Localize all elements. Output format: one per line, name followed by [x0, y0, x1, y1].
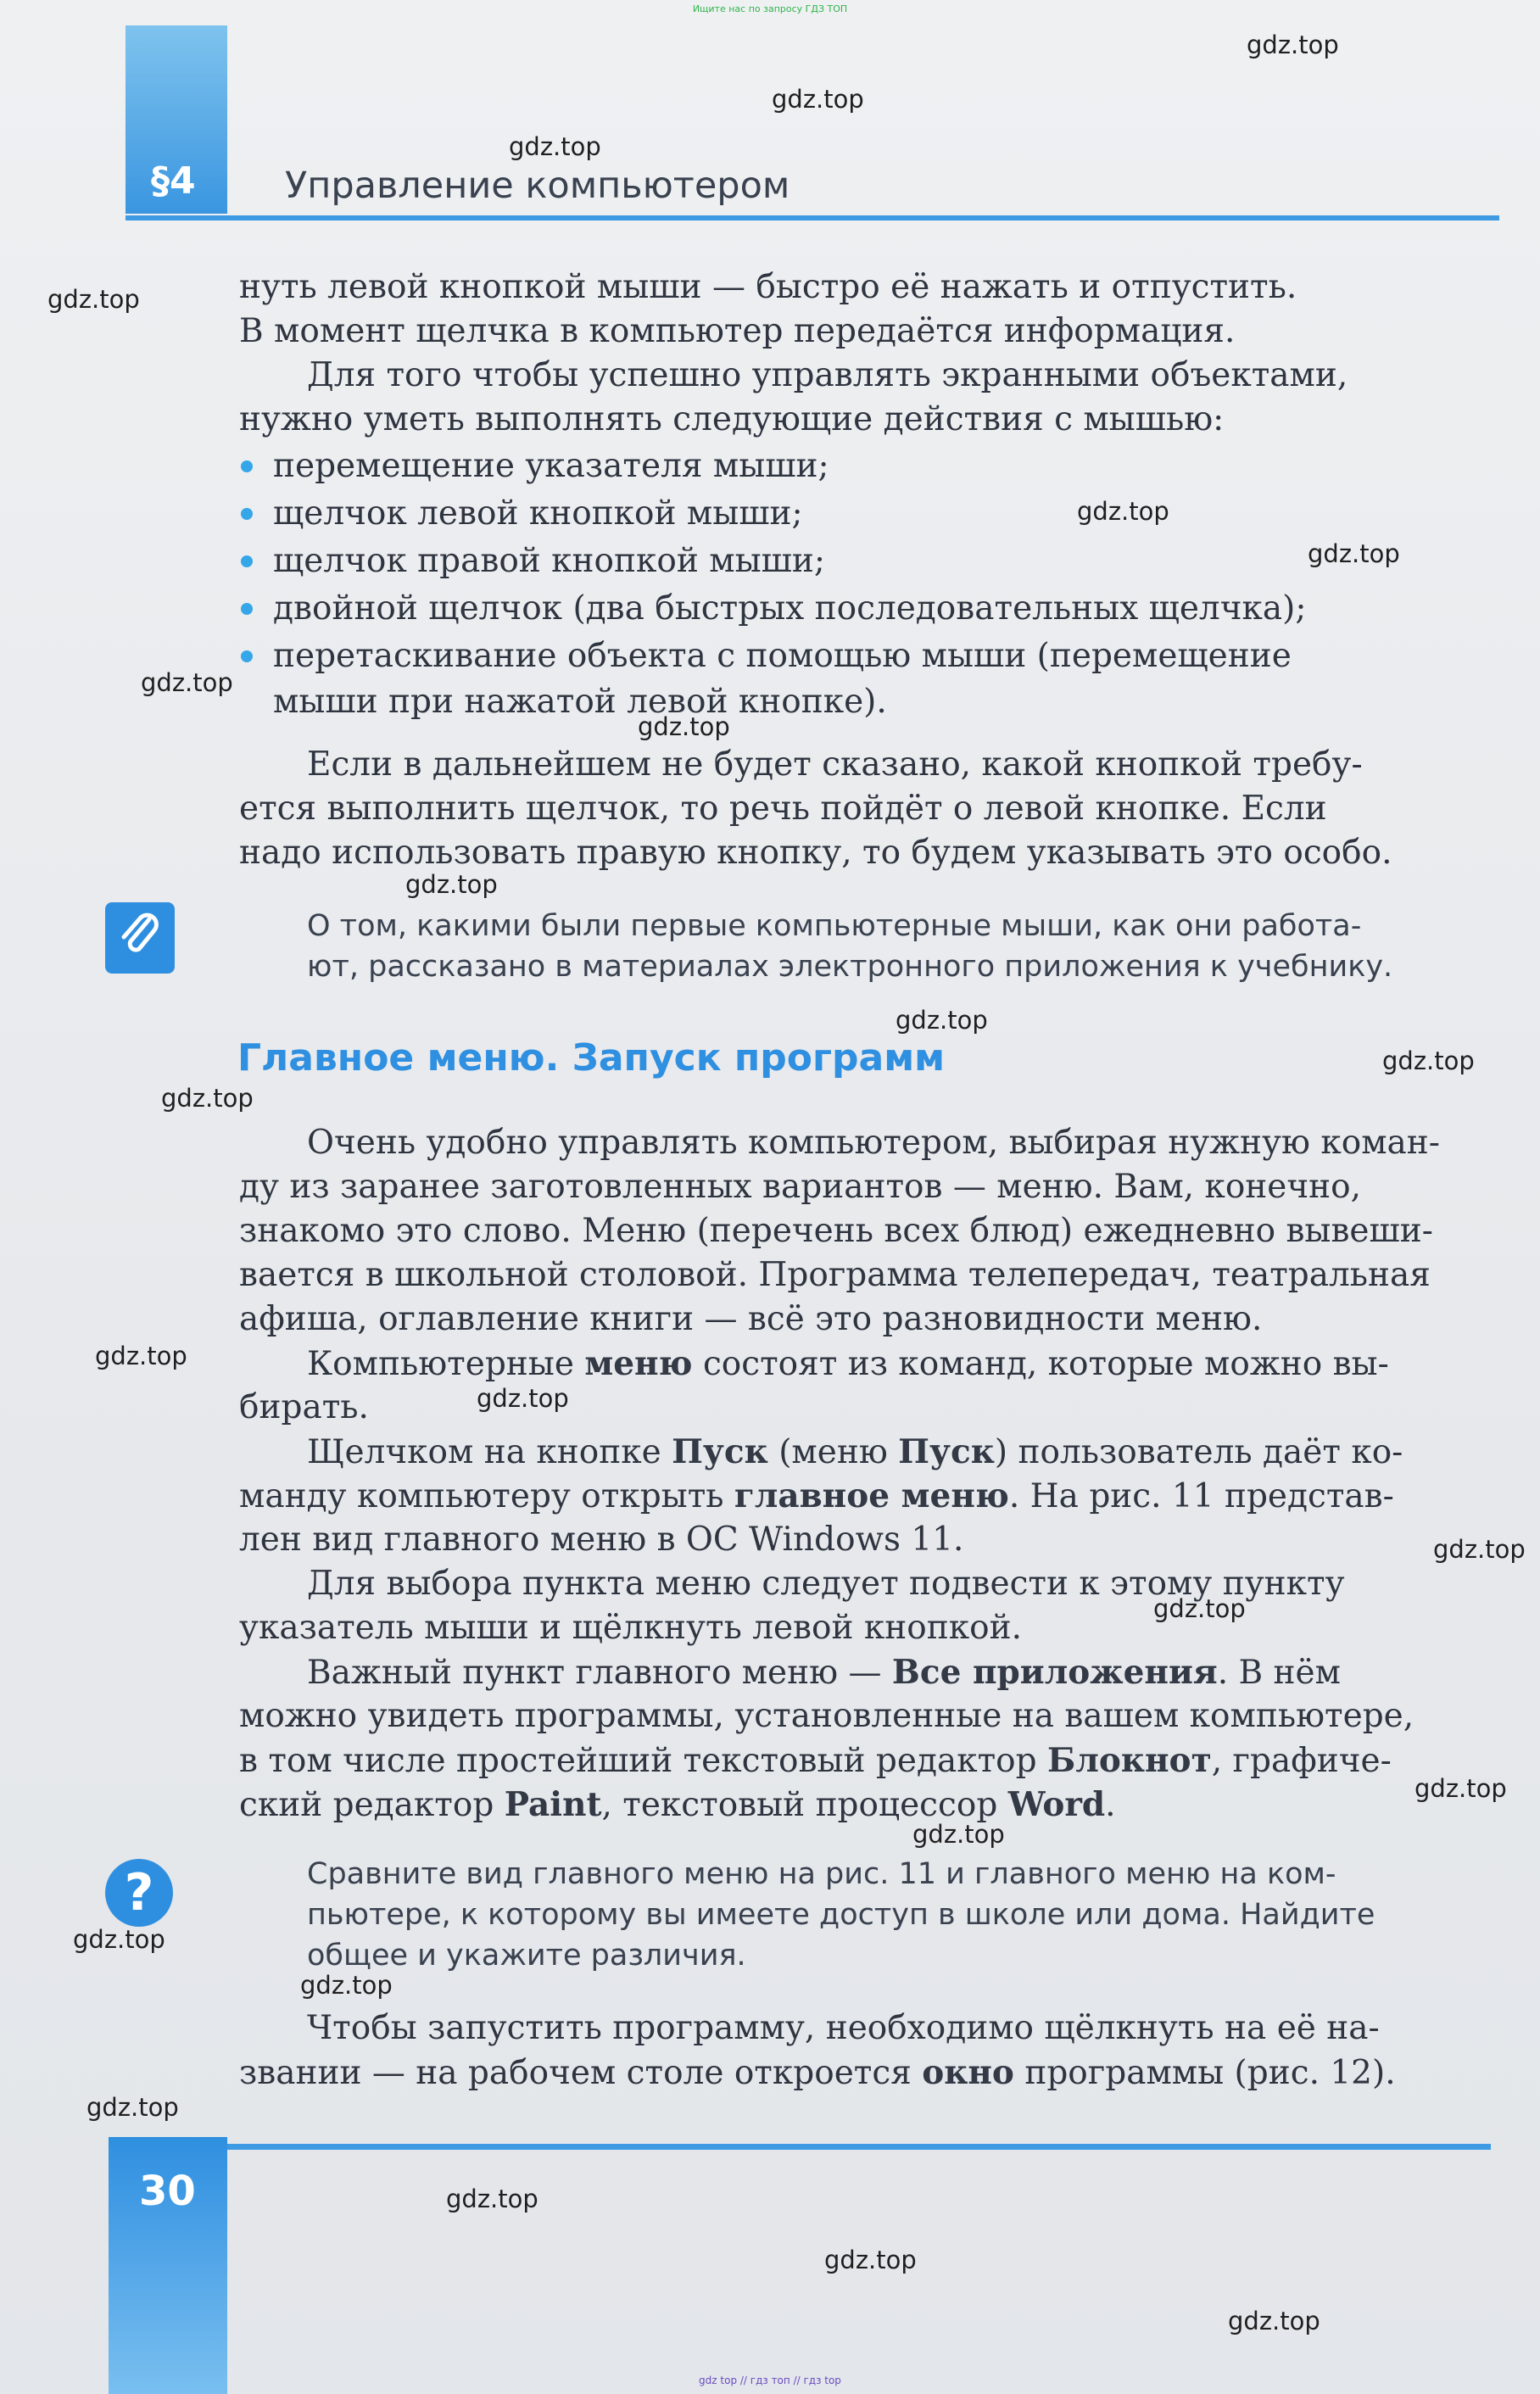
- watermark: gdz.top: [509, 132, 601, 161]
- question-icon: ?: [105, 1859, 173, 1927]
- paragraph-line: Очень удобно управлять компьютером, выбирая нужную коман-: [307, 1124, 1440, 1162]
- paragraph-line: Чтобы запустить программу, необходимо щёлкнуть на её на-: [307, 2009, 1380, 2047]
- term-all-apps: Все приложения: [891, 1653, 1218, 1692]
- paragraph-line: нуть левой кнопкой мыши — быстро её нажать и отпустить.: [239, 268, 1297, 306]
- bottom-banner[interactable]: gdz top // гдз топ // гдз top: [699, 2374, 841, 2386]
- question-line: общее и укажите различия.: [307, 1939, 746, 1973]
- paragraph-line: Для того чтобы успешно управлять экранными объектами,: [307, 356, 1348, 394]
- watermark: gdz.top: [638, 712, 730, 741]
- paragraph-line: манду компьютеру открыть главное меню. На рис. 11 представ-: [239, 1476, 1394, 1515]
- term-word: Word: [1007, 1785, 1106, 1824]
- section-number: §4: [151, 159, 196, 203]
- term-start: Пуск: [898, 1432, 995, 1471]
- note-line: ют, рассказано в материалах электронного приложения к учебнику.: [307, 950, 1393, 984]
- note-line: О том, какими были первые компьютерные мыши, как они работа-: [307, 909, 1362, 943]
- watermark: gdz.top: [405, 870, 498, 899]
- mouse-actions-list: [273, 443, 1306, 680]
- paragraph-line: ется выполнить щелчок, то речь пойдёт о левой кнопке. Если: [239, 790, 1327, 828]
- watermark: gdz.top: [300, 1971, 393, 2000]
- paragraph-line: Компьютерные меню состоят из команд, которые можно вы-: [307, 1344, 1389, 1383]
- list-item: перетаскивание объекта с помощью мыши (перемещение: [273, 633, 1306, 680]
- watermark: gdz.top: [896, 1006, 988, 1035]
- term-paint: Paint: [504, 1785, 602, 1824]
- watermark: gdz.top: [95, 1342, 187, 1370]
- list-item: щелчок правой кнопкой мыши;: [273, 538, 1306, 585]
- paragraph-line: Для выбора пункта меню следует подвести к этому пункту: [307, 1565, 1345, 1603]
- watermark: gdz.top: [1153, 1594, 1246, 1623]
- paragraph-line: надо использовать правую кнопку, то будем указывать это особо.: [239, 834, 1392, 872]
- watermark: gdz.top: [1247, 31, 1339, 59]
- question-line: Сравните вид главного меню на рис. 11 и главного меню на ком-: [307, 1857, 1336, 1891]
- term-start: Пуск: [672, 1432, 768, 1471]
- watermark: gdz.top: [772, 85, 864, 114]
- paragraph-line: знакомо это слово. Меню (перечень всех блюд) ежедневно вывеши-: [239, 1212, 1433, 1250]
- paragraph-line: бирать.: [239, 1388, 369, 1426]
- term-main-menu: главное меню: [734, 1476, 1009, 1515]
- footer-rule: [227, 2144, 1491, 2150]
- paragraph-line: ду из заранее заготовленных вариантов — меню. Вам, конечно,: [239, 1168, 1362, 1206]
- watermark: gdz.top: [1228, 2307, 1320, 2335]
- section-title: Управление компьютером: [285, 165, 790, 207]
- paragraph-line: афиша, оглавление книги — всё это разновидности меню.: [239, 1300, 1263, 1338]
- paragraph-line: звании — на рабочем столе откроется окно программы (рис. 12).: [239, 2053, 1396, 2092]
- watermark: gdz.top: [1077, 497, 1169, 526]
- watermark: gdz.top: [47, 285, 140, 314]
- paragraph-line: нужно уметь выполнять следующие действия с мышью:: [239, 400, 1225, 438]
- term-window: окно: [922, 2053, 1014, 2092]
- paragraph-line: ский редактор Paint, текстовый процессор Word.: [239, 1785, 1116, 1824]
- list-item: двойной щелчок (два быстрых последовательных щелчка);: [273, 585, 1306, 633]
- watermark: gdz.top: [1433, 1535, 1526, 1564]
- list-item-continuation: мыши при нажатой левой кнопке).: [273, 683, 887, 721]
- watermark: gdz.top: [73, 1925, 165, 1954]
- paragraph-line: Щелчком на кнопке Пуск (меню Пуск) пользователь даёт ко-: [307, 1432, 1403, 1471]
- paperclip-icon: [105, 902, 175, 974]
- list-item: перемещение указателя мыши;: [273, 443, 1306, 490]
- paragraph-line: указатель мыши и щёлкнуть левой кнопкой.: [239, 1609, 1022, 1647]
- paragraph-line: вается в школьной столовой. Программа телепередач, театральная: [239, 1256, 1431, 1294]
- paragraph-line: лен вид главного меню в ОС Windows 11.: [239, 1521, 964, 1559]
- watermark: gdz.top: [446, 2185, 538, 2213]
- list-item: щелчок левой кнопкой мыши;: [273, 490, 1306, 538]
- top-banner[interactable]: Ищите нас по запросу ГДЗ ТОП: [692, 3, 848, 14]
- page-number: 30: [139, 2168, 196, 2215]
- paragraph-line: в том числе простейший текстовый редактор Блокнот, графиче-: [239, 1741, 1392, 1780]
- header-rule: [126, 215, 1499, 220]
- paragraph-line: можно увидеть программы, установленные на вашем компьютере,: [239, 1697, 1414, 1735]
- paragraph-line: В момент щелчка в компьютер передаётся информация.: [239, 312, 1236, 350]
- watermark: gdz.top: [141, 668, 233, 697]
- watermark: gdz.top: [477, 1384, 569, 1413]
- term-menu: меню: [584, 1344, 693, 1383]
- watermark: gdz.top: [1382, 1046, 1475, 1075]
- paragraph-line: Если в дальнейшем не будет сказано, какой кнопкой требу-: [307, 745, 1363, 784]
- watermark: gdz.top: [912, 1820, 1005, 1849]
- watermark: gdz.top: [1414, 1774, 1507, 1803]
- subheading: Главное меню. Запуск программ: [237, 1036, 946, 1080]
- term-notepad: Блокнот: [1047, 1741, 1212, 1780]
- paragraph-line: Важный пункт главного меню — Все приложения. В нём: [307, 1653, 1341, 1692]
- watermark: gdz.top: [86, 2093, 179, 2122]
- watermark: gdz.top: [824, 2246, 917, 2274]
- watermark: gdz.top: [161, 1084, 254, 1113]
- watermark: gdz.top: [1308, 539, 1400, 568]
- question-line: пьютере, к которому вы имеете доступ в школе или дома. Найдите: [307, 1898, 1375, 1932]
